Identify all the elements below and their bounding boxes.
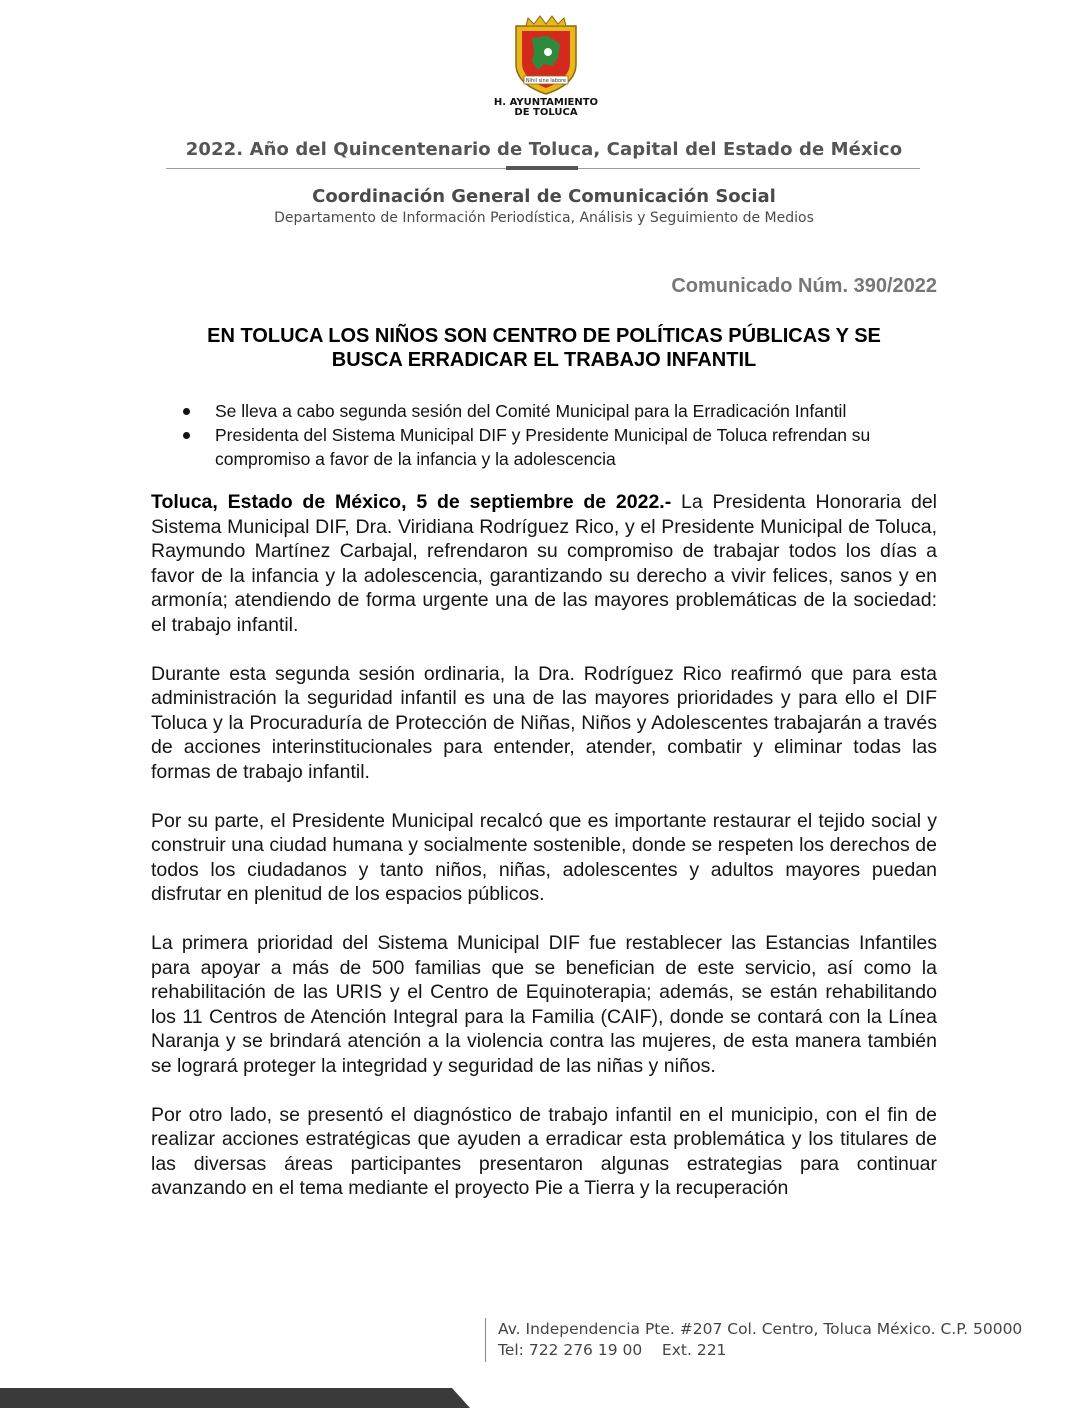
footer-phone: Tel: 722 276 19 00 Ext. 221: [498, 1341, 727, 1359]
paragraph-text: La Presidenta Honoraria del Sistema Municipal DIF, Dra. Viridiana Rodríguez Rico, y el Presidente Municipal de Toluca, Raymundo Martínez Carbajal, refrendaron su compromiso de trabajar todos los días a favor de la infancia y la adolescencia, garantizando su derecho a vivir felices, sanos y en armonía; atendiendo de forma urgente una de las mayores problemáticas de la sociedad: el trabajo infantil.: [151, 491, 938, 636]
paragraph: Por otro lado, se presentó el diagnóstico de trabajo infantil en el municipio, con el fin de realizar acciones estratégicas que ayuden a erradicar esta problemática y los titulares de las diversas áreas participantes presentaron algunas estrategias para continuar avanzando en el tema mediante el proyecto Pie a Tierra y la recuperación: [151, 1103, 937, 1199]
press-headline: [170, 324, 918, 372]
headline-line-2: BUSCA ERRADICAR EL TRABAJO INFANTIL: [331, 349, 757, 371]
paragraph: Durante esta segunda sesión ordinaria, la Dra. Rodríguez Rico reafirmó que para esta administración la seguridad infantil es una de las mayores prioridades y para ello el DIF Toluca y la Procuraduría de Protección de Niñas, Niños y Adolescentes trabajarán a través de acciones interinstitucionales para entender, atender, combatir y eliminar todas las formas de trabajo infantil.: [151, 662, 937, 783]
comunicado-number: Comunicado Núm. 390/2022: [671, 275, 937, 297]
paragraph: [151, 490, 937, 637]
coat-of-arms-icon: [508, 14, 584, 96]
toluca-logo: [490, 14, 602, 122]
paragraph: Por su parte, el Presidente Municipal recalcó que es importante restaurar el tejido social y construir una ciudad humana y socialmente sostenible, donde se respeten los derechos de todos los ciudadanos y tanto niños, niñas, adolescentes y adultos mayores puedan disfrutar en plenitud de los espacios públicos.: [151, 809, 937, 905]
summary-bullets: [183, 399, 943, 471]
coordination-title: Coordinación General de Comunicación Social: [312, 186, 776, 207]
footer-bar: [0, 1388, 470, 1408]
bullet-icon: [183, 408, 190, 415]
bullet-item: [183, 399, 943, 423]
paragraph: La primera prioridad del Sistema Municipal DIF fue restablecer las Estancias Infantiles para apoyar a más de 500 familias que se benefician de este servicio, así como la rehabilitación de las URIS y el Centro de Equinoterapia; además, se están rehabilitando los 11 Centros de Atención Integral para la Familia (CAIF), donde se contará con la Línea Naranja y se brindará atención a la violencia contra las mujeres, de esta manera también se logrará proteger la integridad y seguridad de las niñas y niños.: [151, 932, 937, 1077]
bullet-text: Presidenta del Sistema Municipal DIF y Presidente Municipal de Toluca refrendan su compromiso a favor de la infancia y la adolescencia: [215, 425, 871, 469]
department-subtitle: Departamento de Información Periodística, Análisis y Seguimiento de Medios: [274, 210, 814, 226]
logo-motto: Nihil sine labore: [525, 78, 567, 84]
footer-divider: [485, 1318, 486, 1362]
headline-line-1: EN TOLUCA LOS NIÑOS SON CENTRO DE POLÍTICAS PÚBLICAS Y SE: [207, 325, 881, 347]
logo-caption-line1: H. AYUNTAMIENTO: [493, 97, 599, 108]
bullet-icon: [183, 432, 190, 439]
dateline: Toluca, Estado de México, 5 de septiembre de 2022.-: [151, 491, 672, 513]
footer-address: Av. Independencia Pte. #207 Col. Centro, Toluca México. C.P. 50000: [498, 1320, 1023, 1338]
year-banner: 2022. Año del Quincentenario de Toluca, Capital del Estado de México: [185, 139, 903, 160]
bullet-item: [183, 423, 943, 471]
logo-caption-line2: DE TOLUCA: [514, 107, 578, 118]
article-body: [151, 490, 937, 1225]
header-divider-accent: [506, 166, 578, 170]
bullet-text: Se lleva a cabo segunda sesión del Comité Municipal para la Erradicación Infantil: [215, 401, 847, 421]
